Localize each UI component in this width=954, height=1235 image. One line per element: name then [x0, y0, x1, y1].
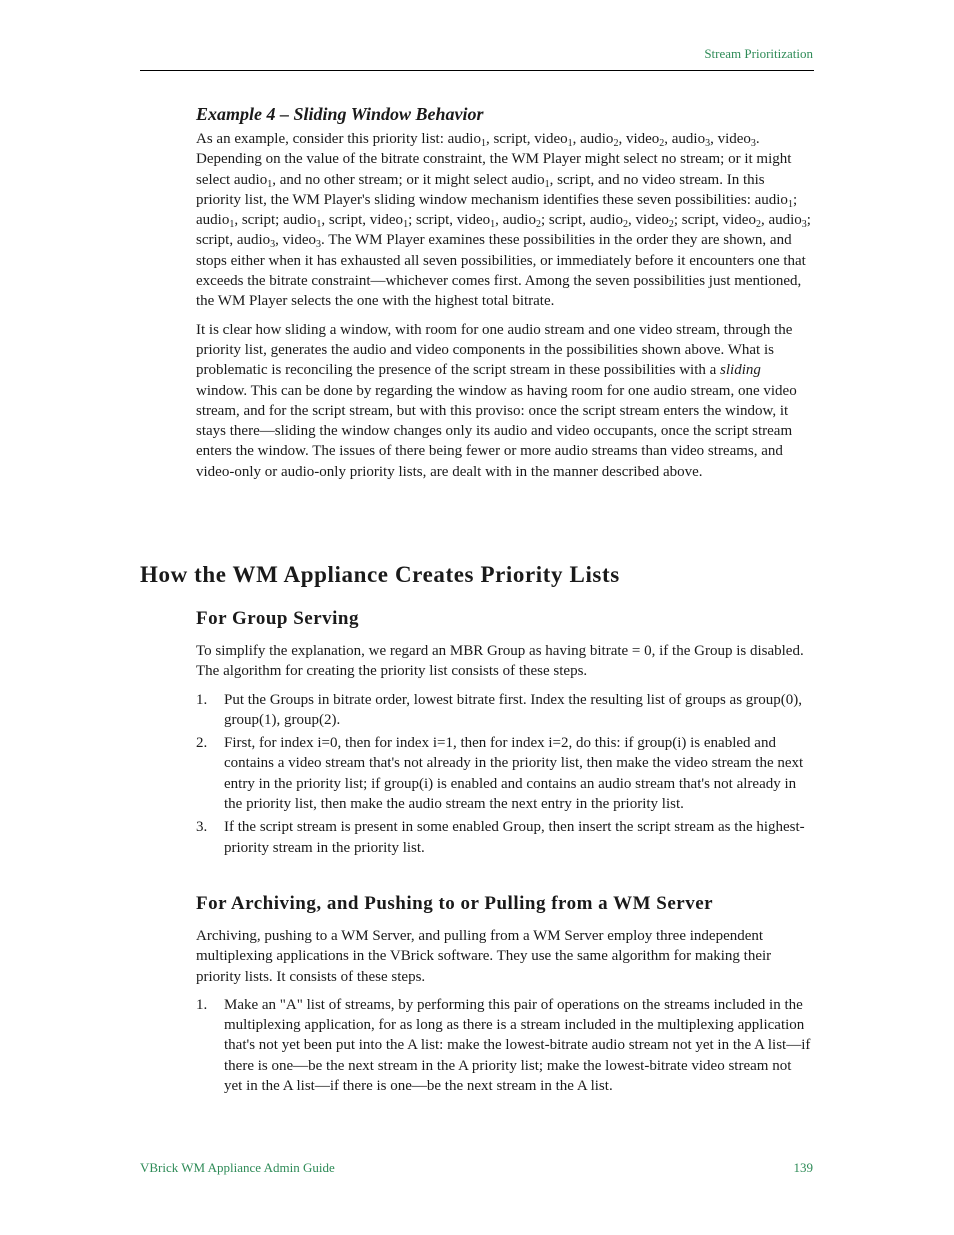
running-header: Stream Prioritization — [704, 46, 813, 61]
group-serving-steps — [196, 690, 812, 858]
list-item: 3. If the script stream is present in some enabled Group, then insert the script stream as the highest-priority stream in the priority list. — [196, 819, 805, 856]
example-paragraph-2: It is clear how sliding a window, with room for one audio stream and one video stream, through the priority list, generates the audio and video components in the possibilities shown above. What is problematic is reconciling the presence of the script stream in these possibilities with a sliding window. This can be done by regarding the window as having room for one audio stream, one video stream, and for the script stream, but with this proviso: once the script stream enters the window, it stays there—sliding the window changes only its audio and video occupants, once the script stream enters the window. The issues of there being fewer or more audio streams than video streams, and video-only or audio-only priority lists, are dealt with in the manner described above. — [196, 321, 797, 480]
footer-guide-title: VBrick WM Appliance Admin Guide — [140, 1160, 335, 1175]
archiving-section — [196, 893, 812, 1099]
archiving-heading: For Archiving, and Pushing to or Pulling from a WM Server — [196, 893, 714, 914]
section-heading: How the WM Appliance Creates Priority Lists — [140, 562, 620, 587]
group-serving-heading: For Group Serving — [196, 608, 359, 629]
list-item: 2. First, for index i=0, then for index i=1, then for index i=2, do this: if group(i) is enabled and contains a video stream that's not already in the priority list, then make the video stream the next entry in the priority list; if group(i) is enabled and contains an audio stream that's not already in the priority list, then make the audio stream the next entry in the priority list. — [196, 735, 804, 813]
list-item: 1. Make an "A" list of streams, by performing this pair of operations on the streams included in the multiplexing application, for as long as there is a stream included in the multiplexing application that's not yet been put into the A list: make the lowest-bitrate audio stream not yet in the A list—if there is one—be the next stream in the A priority list; make the lowest-bitrate video stream not yet in the A list—if there is one—be the next stream in the A list. — [196, 996, 811, 1095]
group-serving-section — [196, 608, 812, 861]
header-rule — [140, 70, 814, 71]
example-title: Example 4 – Sliding Window Behavior — [196, 104, 484, 124]
archiving-intro: Archiving, pushing to a WM Server, and pulling from a WM Server employ three independent multiplexing applications in the VBrick software. They use the same algorithm for making their priority lists. It consists of these steps. — [196, 928, 772, 985]
group-serving-intro: To simplify the explanation, we regard an MBR Group as having bitrate = 0, if the Group is disabled. The algorithm for creating the priority list consists of these steps. — [196, 643, 804, 680]
list-item: 1. Put the Groups in bitrate order, lowest bitrate first. Index the resulting list of groups as group(0), group(1), group(2). — [196, 691, 803, 728]
example-paragraph-1: As an example, consider this priority list: audio$_1$, script, video$_1$, audio$_2$, video$_2$, audio$_3$, video$_3$. Depending on the value of the bitrate constraint, the WM Player might select no stream; or it might select audio$_1$, and no other stream; or it might select audio$_1$, script, and no video stream. In this priority list, the WM Player's sliding window mechanism identifies these seven possibilities: audio$_1$; audio$_1$, script; audio$_1$, script, video$_1$; script, video$_1$, audio$_2$; script, audio$_2$, video$_2$; script, video$_2$, audio$_3$; script, audio$_3$, video$_3$. The WM Player examines these possibilities in the order they are shown, and stops either when it has exhausted all seven possibilities, or immediately before it encounters one that exceeds the bitrate constraint—whichever comes first. Among the seven possibilities just mentioned, the WM Player selects the one with the highest total bitrate. — [196, 131, 811, 310]
archiving-steps — [196, 995, 812, 1096]
example-section — [196, 104, 812, 490]
page-number: 139 — [793, 1160, 813, 1175]
